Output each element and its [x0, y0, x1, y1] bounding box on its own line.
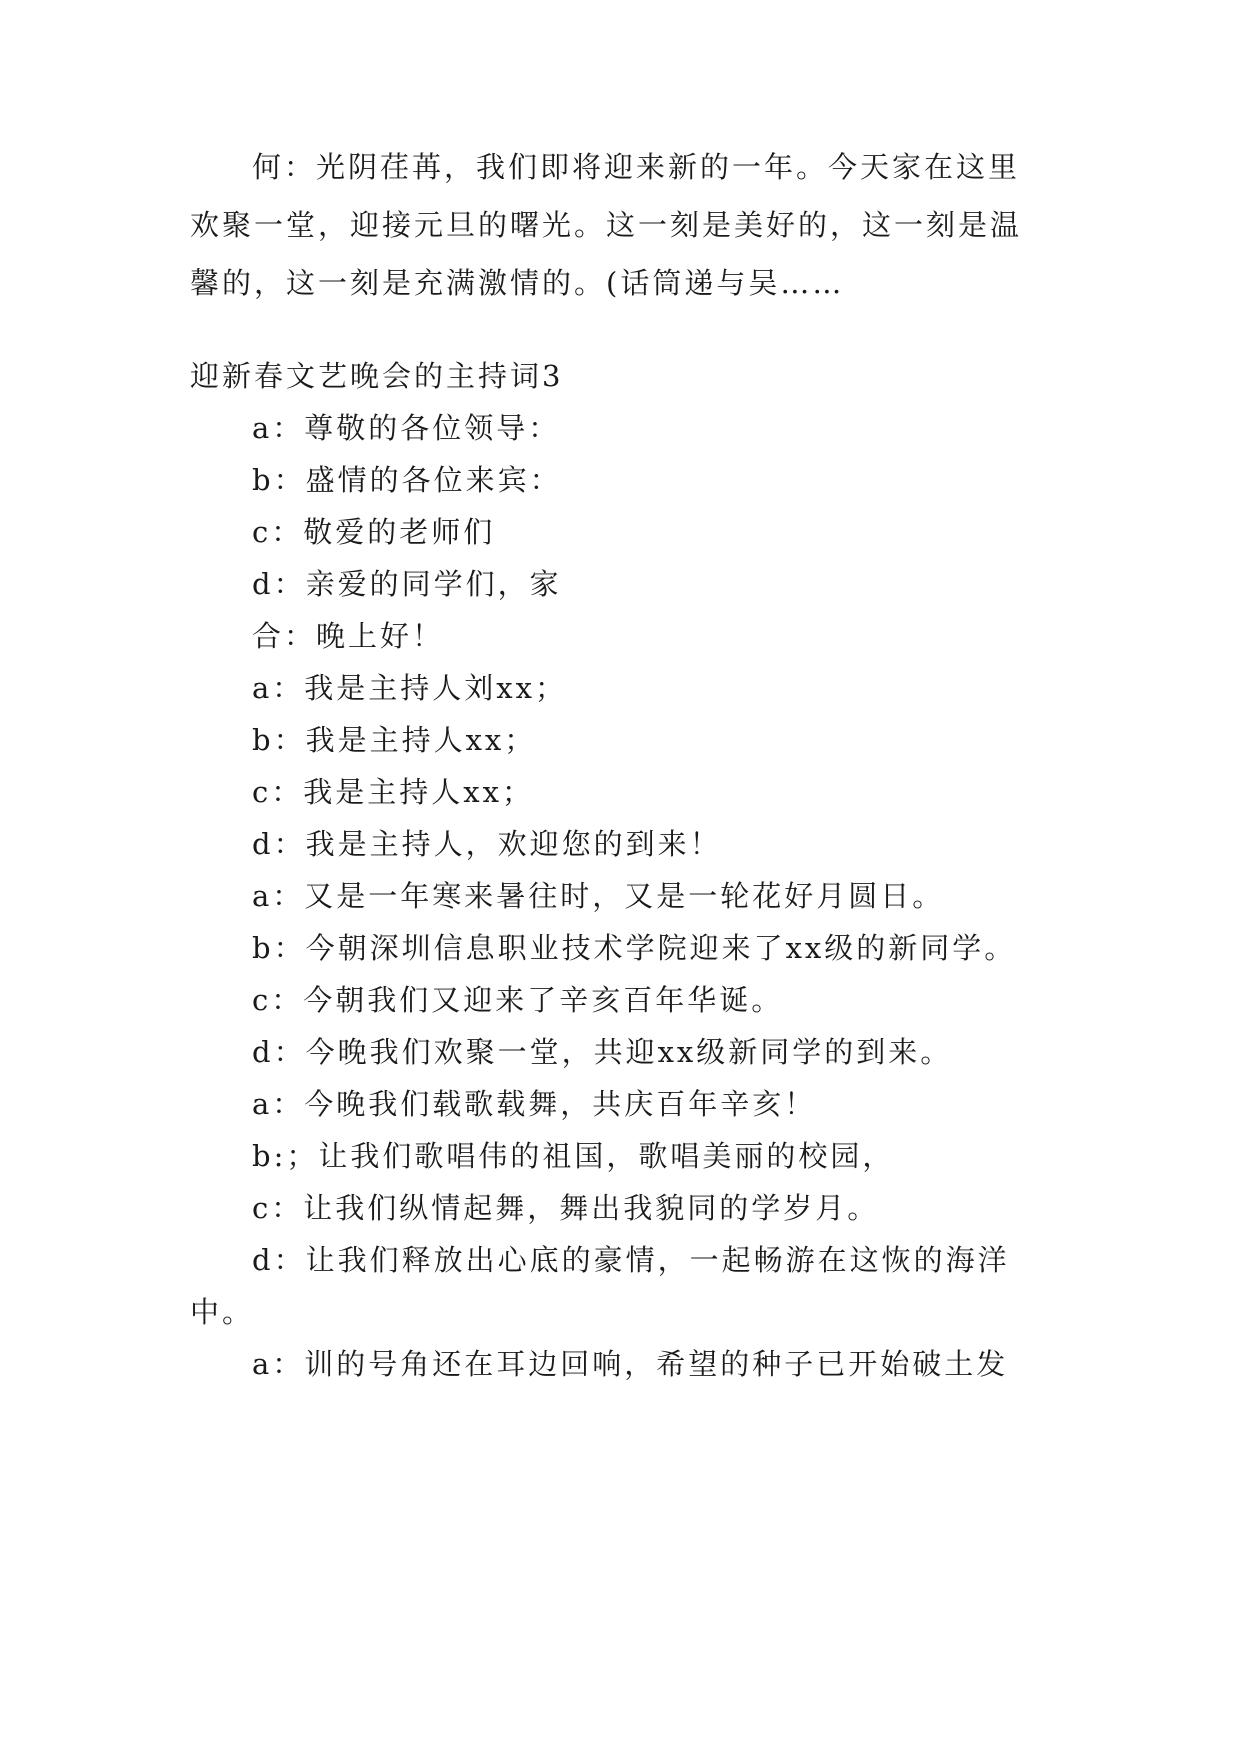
dialogue-line: a：尊敬的各位领导： — [252, 411, 561, 445]
dialogue-line-continuation: 中。 — [190, 1295, 255, 1329]
section-title: 迎新春文艺晚会的主持词3 — [190, 359, 564, 393]
dialogue-line: a：我是主持人刘xx； — [252, 671, 567, 705]
dialogue-line: b:；让我们歌唱伟的祖国，歌唱美丽的校园， — [252, 1139, 895, 1173]
dialogue-line: d：今晚我们欢聚一堂，共迎xx级新同学的到来。 — [252, 1035, 953, 1069]
dialogue-line: d：让我们释放出心底的豪情，一起畅游在这恢的海洋 — [252, 1243, 1010, 1277]
dialogue-line: c：我是主持人xx； — [252, 775, 534, 809]
dialogue-line: 合：晚上好！ — [252, 619, 445, 653]
intro-paragraph: 何：光阴荏苒，我们即将迎来新的一年。今天家在这里欢聚一堂，迎接元旦的曙光。这一刻是美好的，这一刻是温馨的，这一刻是充满激情的。(话筒递与吴…… — [190, 150, 1023, 300]
dialogue-line: b：今朝深圳信息职业技术学院迎来了xx级的新同学。 — [252, 931, 1017, 965]
dialogue-line: b：盛情的各位来宾： — [252, 463, 562, 497]
dialogue-line: c：让我们纵情起舞，舞出我貌同的学岁月。 — [252, 1191, 880, 1225]
dialogue-line: a：又是一年寒来暑往时，又是一轮花好月圆日。 — [252, 879, 945, 913]
dialogue-line: b：我是主持人xx； — [252, 723, 537, 757]
dialogue-line: d：亲爱的同学们，家 — [252, 567, 562, 601]
dialogue-line: a：今晚我们载歌载舞，共庆百年辛亥！ — [252, 1087, 817, 1121]
dialogue-line: a：训的号角还在耳边回响，希望的种子已开始破土发 — [252, 1347, 1009, 1381]
dialogue-line: c：今朝我们又迎来了辛亥百年华诞。 — [252, 983, 784, 1017]
dialogue-line: d：我是主持人，欢迎您的到来！ — [252, 827, 722, 861]
dialogue-line: c：敬爱的老师们 — [252, 515, 496, 549]
